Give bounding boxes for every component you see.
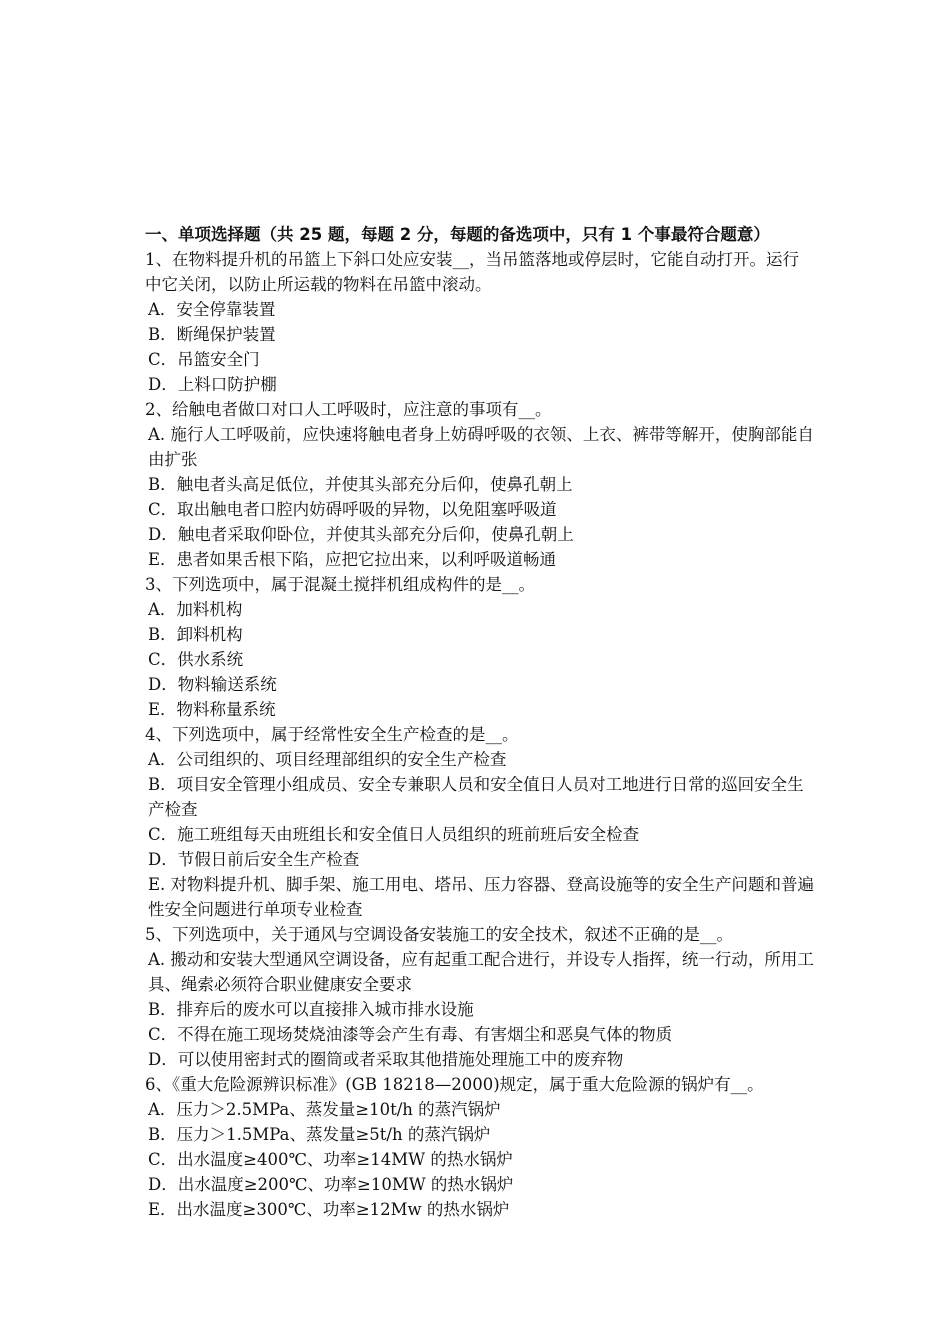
option-d: D．节假日前后安全生产检查 — [148, 850, 360, 869]
question-3 — [145, 572, 815, 722]
option-e: E．患者如果舌根下陷，应把它拉出来，以利呼吸道畅通 — [148, 550, 557, 569]
section-heading: 一、单项选择题（共 25 题，每题 2 分，每题的备选项中，只有 1 个事最符合题意） — [145, 225, 770, 244]
question-stem: 5、下列选项中，关于通风与空调设备安装施工的安全技术，叙述不正确的是__。 — [145, 925, 733, 944]
option-a: A．压力＞2.5MPa、蒸发量≥10t/h 的蒸汽锅炉 — [148, 1100, 501, 1119]
option-a: A．安全停靠装置 — [148, 300, 276, 319]
question-stem: 1、在物料提升机的吊篮上下斜口处应安装__，当吊篮落地或停层时，它能自动打开。运行中它关闭，以防止所运载的物料在吊篮中滚动。 — [145, 250, 799, 294]
question-4 — [145, 722, 815, 922]
option-a: A．加料机构 — [148, 600, 243, 619]
option-d: D．出水温度≥200℃、功率≥10MW 的热水锅炉 — [148, 1175, 514, 1194]
option-d: D．物料输送系统 — [148, 675, 277, 694]
question-stem: 6、《重大危险源辨识标准》(GB 18218—2000)规定，属于重大危险源的锅炉有__。 — [145, 1075, 764, 1094]
option-c: C．吊篮安全门 — [148, 350, 260, 369]
option-d: D．上料口防护棚 — [148, 375, 277, 394]
option-d: D．可以使用密封式的圈筒或者采取其他措施处理施工中的废弃物 — [148, 1050, 624, 1069]
document-body — [145, 222, 815, 1222]
option-b: B．断绳保护装置 — [148, 325, 276, 344]
option-c: C．不得在施工现场焚烧油漆等会产生有毒、有害烟尘和恶臭气体的物质 — [148, 1025, 673, 1044]
option-c: C．施工班组每天由班组长和安全值日人员组织的班前班后安全检查 — [148, 825, 640, 844]
option-e: E. 对物料提升机、脚手架、施工用电、塔吊、压力容器、登高设施等的安全生产问题和普遍性安全问题进行单项专业检查 — [148, 875, 815, 919]
option-e: E．出水温度≥300℃、功率≥12Mw 的热水锅炉 — [148, 1200, 510, 1219]
question-5 — [145, 922, 815, 1072]
option-b: B．触电者头高足低位，并使其头部充分后仰，使鼻孔朝上 — [148, 475, 573, 494]
option-a: A. 搬动和安装大型通风空调设备，应有起重工配合进行，并设专人指挥，统一行动，所用工具、绳索必须符合职业健康安全要求 — [148, 950, 814, 994]
option-c: C．取出触电者口腔内妨碍呼吸的异物，以免阻塞呼吸道 — [148, 500, 557, 519]
option-b: B．排弃后的废水可以直接排入城市排水设施 — [148, 1000, 474, 1019]
question-6 — [145, 1072, 815, 1222]
option-b: B．卸料机构 — [148, 625, 243, 644]
option-c: C．供水系统 — [148, 650, 244, 669]
option-b: B．项目安全管理小组成员、安全专兼职人员和安全值日人员对工地进行日常的巡回安全生产检查 — [148, 775, 804, 819]
option-d: D．触电者采取仰卧位，并使其头部充分后仰，使鼻孔朝上 — [148, 525, 574, 544]
question-stem: 4、下列选项中，属于经常性安全生产检查的是__。 — [145, 725, 519, 744]
option-e: E．物料称量系统 — [148, 700, 276, 719]
question-stem: 3、下列选项中，属于混凝土搅拌机组成构件的是__。 — [145, 575, 535, 594]
option-a: A．公司组织的、项目经理部组织的安全生产检查 — [148, 750, 507, 769]
option-c: C．出水温度≥400℃、功率≥14MW 的热水锅炉 — [148, 1150, 513, 1169]
question-1 — [145, 247, 815, 397]
question-2 — [145, 397, 815, 572]
option-b: B．压力＞1.5MPa、蒸发量≥5t/h 的蒸汽锅炉 — [148, 1125, 491, 1144]
question-stem: 2、给触电者做口对口人工呼吸时，应注意的事项有__。 — [145, 400, 552, 419]
option-a: A. 施行人工呼吸前，应快速将触电者身上妨碍呼吸的衣领、上衣、裤带等解开，使胸部能自由扩张 — [148, 425, 814, 469]
